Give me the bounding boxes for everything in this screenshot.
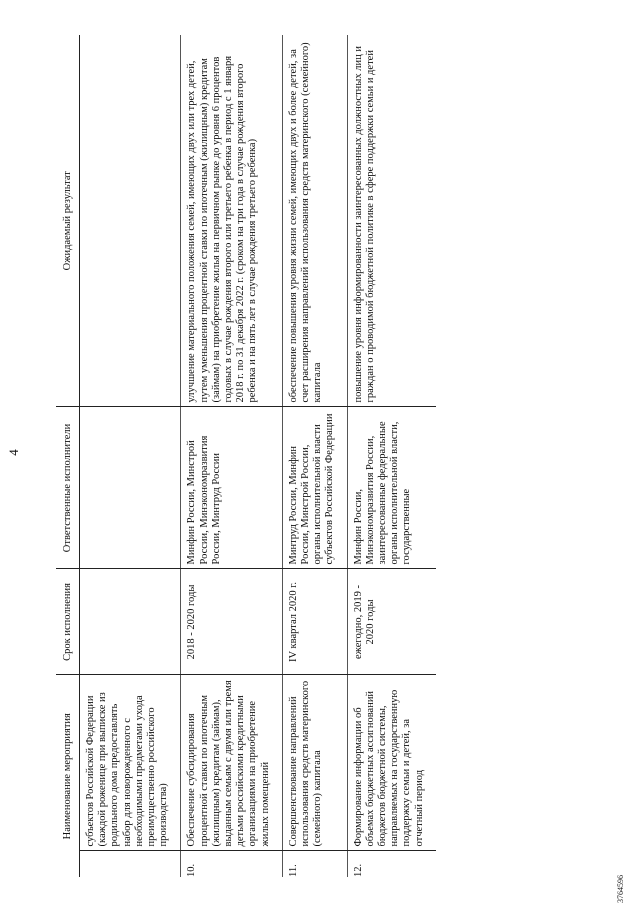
table-row (181, 35, 282, 877)
row-result: повышение уровня информированности заинтересованных должностных лиц и граждан о проводимой бюджетной политике в сфере поддержки семьи и детей (347, 35, 436, 407)
header-executors: Ответственные исполнители (56, 407, 80, 569)
row-deadline: ежегодно, 2019 - 2020 годы (347, 569, 436, 675)
row-result: обеспечение повышения уровня жизни семей, имеющих двух и более детей, за счет расширения направлений использования средств материнского (семейного) капитала (282, 35, 347, 407)
row-name: Совершенствование направлений использования средств материнского (семейного) капитала (282, 675, 347, 851)
table-header-row (56, 35, 80, 877)
row-number: 10. (181, 851, 282, 877)
row-name: субъектов Российской Федерации (каждой роженице при выписке из родильного дома предоставлять набор для новорожденного с необходимыми предметами ухода преимущественно российского производства) (80, 675, 181, 851)
row-executors: Минтруд России, Минфин России, Минстрой России, органы исполнительной власти субъектов Российской Федерации (282, 407, 347, 569)
table-row (347, 35, 436, 877)
row-executors: Минфин России, Минстрой России, Минэкономразвития России, Минтруд России (181, 407, 282, 569)
row-number: 12. (347, 851, 436, 877)
row-executors (80, 407, 181, 569)
page-number: 4 (6, 449, 21, 456)
row-name: Формирование информации об объемах бюджетных ассигнований бюджетов бюджетной системы, направляемых на государственную поддержку семьи и детей, за отчетный период (347, 675, 436, 851)
row-result: улучшение материального положения семей, имеющих двух или трех детей, путем уменьшения процентной ставки по ипотечным (жилищным) кредитам (займам) на приобретение жилья на первичном рынке до уровня 6 процентов годовых в случае рождения второго или третьего ребенка в период с 1 января 2018 г. по 31 декабря 2022 г. (сроком на три года в случае рождения второго ребенка и на пять лет в случае рождения третьего ребенка) (181, 35, 282, 407)
row-executors: Минфин России, Минэкономразвития России, заинтересованные федеральные органы исполнительной власти, государственные (347, 407, 436, 569)
header-name: Наименование мероприятия (56, 675, 80, 877)
row-result (80, 35, 181, 407)
row-deadline: 2018 - 2020 годы (181, 569, 282, 675)
table-row (80, 35, 181, 877)
document-code: 3764596 (616, 875, 625, 903)
row-number: 11. (282, 851, 347, 877)
row-deadline: IV квартал 2020 г. (282, 569, 347, 675)
row-name: Обеспечение субсидирования процентной ставки по ипотечным (жилищным) кредитам (займам), выданным семьям с двумя или тремя детьми российскими кредитными организациями на приобретение жилых помещений (181, 675, 282, 851)
row-number (80, 851, 181, 877)
row-deadline (80, 569, 181, 675)
header-deadline: Срок исполнения (56, 569, 80, 675)
header-result: Ожидаемый результат (56, 35, 80, 407)
measures-table (56, 35, 436, 877)
table-row (282, 35, 347, 877)
